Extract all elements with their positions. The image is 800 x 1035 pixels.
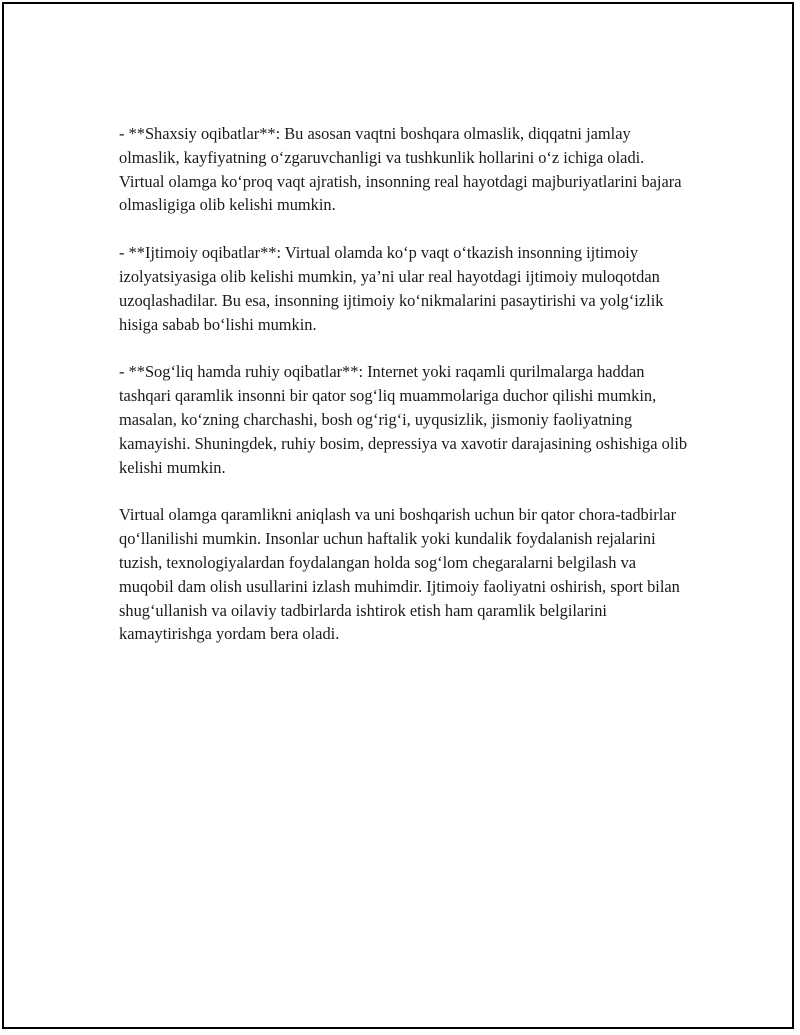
paragraph-personal-consequences: - **Shaxsiy oqibatlar**: Bu asosan vaqtni boshqara olmaslik, diqqatni jamlay olmaslik, kayfiyatning o‘zgaruvchanligi va tushkunlik hollarini o‘z ichiga oladi. Virtual olamga ko‘proq vaqt ajratish, insonning real hayotdagi majburiyatlarini bajara olmasligiga olib kelishi mumkin. [119, 124, 682, 215]
paragraph-prevention-measures: Virtual olamga qaramlikni aniqlash va uni boshqarish uchun bir qator chora-tadbirlar qo‘llanilishi mumkin. Insonlar uchun haftalik yoki kundalik foydalanish rejalarini tuzish, texnologiyalardan foydalangan holda sog‘lom chegaralarni belgilash va muqobil dam olish usullarini izlash muhimdir. Ijtimoiy faoliyatni oshirish, sport bilan shug‘ullanish va oilaviy tadbirlarda ishtirok etish ham qaramlik belgilarini kamaytirishga yordam bera oladi. [119, 505, 680, 644]
document-page [2, 2, 794, 1029]
document-body [119, 122, 691, 670]
paragraph-social-consequences: - **Ijtimoiy oqibatlar**: Virtual olamda ko‘p vaqt o‘tkazish insonning ijtimoiy izolyatsiyasiga olib kelishi mumkin, ya’ni ular real hayotdagi ijtimoiy muloqotdan uzoqlashadilar. Bu esa, insonning ijtimoiy ko‘nikmalarini pasaytirishi va yolg‘izlik hisiga sabab bo‘lishi mumkin. [119, 243, 664, 334]
paragraph-health-consequences: - **Sog‘liq hamda ruhiy oqibatlar**: Internet yoki raqamli qurilmalarga haddan tashqari qaramlik insonni bir qator sog‘liq muammolariga duchor qilishi mumkin, masalan, ko‘zning charchashi, bosh og‘rig‘i, uyqusizlik, jismoniy faoliyatning kamayishi. Shuningdek, ruhiy bosim, depressiya va xavotir darajasining oshishiga olib kelishi mumkin. [119, 362, 688, 477]
